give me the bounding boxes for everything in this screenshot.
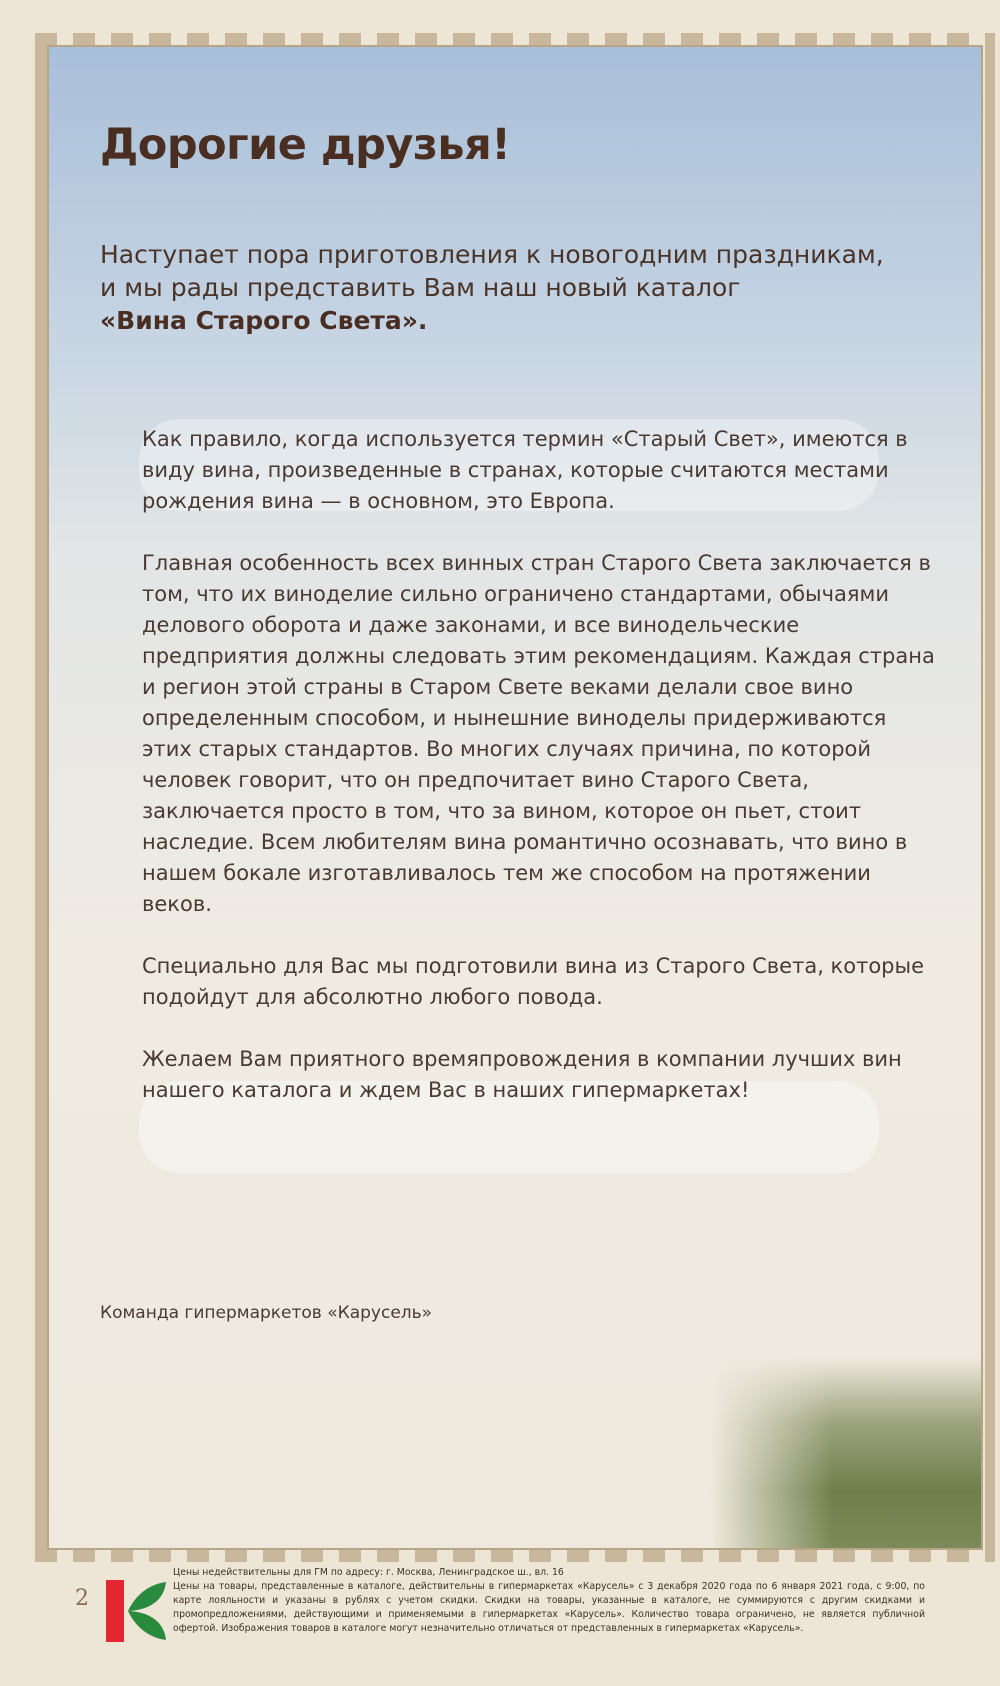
signature: Команда гипермаркетов «Карусель» xyxy=(100,1303,433,1323)
catalog-name: «Вина Старого Света». xyxy=(100,306,428,335)
paragraph: Как правило, когда используется термин «Старый Свет», имеются в виду вина, произведенные в странах, которые считаются местами рождения вина — в основном, это Европа. xyxy=(142,427,908,513)
intro-block xyxy=(100,238,930,337)
intro-line: Наступает пора приготовления к новогодним праздникам, xyxy=(100,240,884,269)
intro-line: и мы рады представить Вам наш новый каталог xyxy=(100,273,741,302)
paragraph: Желаем Вам приятного времяпровождения в компании лучших вин нашего каталога и ждем Вас в наших гипермаркетах! xyxy=(142,1047,902,1102)
karusel-logo-icon xyxy=(106,1580,166,1642)
page-number: 2 xyxy=(75,1586,89,1611)
letter-body xyxy=(142,424,942,1137)
page-title: Дорогие друзья! xyxy=(100,120,511,170)
paragraph: Специально для Вас мы подготовили вина из Старого Света, которые подойдут для абсолютно любого повода. xyxy=(142,954,924,1009)
footnote-line: Цены недействительны для ГМ по адресу: г. Москва, Ленинградское ш., вл. 16 xyxy=(173,1567,564,1578)
footnote-line: Цены на товары, представленные в каталоге, действительны в гипермаркетах «Карусель» с 3 декабря 2020 года по 6 января 2021 года, с 9:00, по карте лояльности и указаны в рублях с учетом скидки. Скидки на товары, указанные в каталоге, не суммируются с другим скидками и промопредложениями, действующими и применяемыми в гипермаркетах «Карусель». Количество товара ограничено, не является публичной офертой. Изображения товаров в каталоге могут незначительно отличаться от представленных в гипермаркетах «Карусель». xyxy=(173,1581,925,1634)
vineyard-photo xyxy=(711,1358,981,1548)
legal-footnote xyxy=(173,1566,925,1636)
paragraph: Главная особенность всех винных стран Старого Света заключается в том, что их виноделие сильно ограничено стандартами, обычаями делового оборота и даже законами, и все винодельческие предприятия должны следовать этим рекомендациям. Каждая страна и регион этой страны в Старом Свете веками делали свое вино определенным способом, и нынешние виноделы придерживаются этих старых стандартов. Во многих случаях причина, по которой человек говорит, что он предпочитает вино Старого Света, заключается просто в том, что за вином, которое он пьет, стоит наследие. Всем любителям вина романтично осознавать, что вино в нашем бокале изготавливалось тем же способом на протяжении веков. xyxy=(142,551,935,916)
